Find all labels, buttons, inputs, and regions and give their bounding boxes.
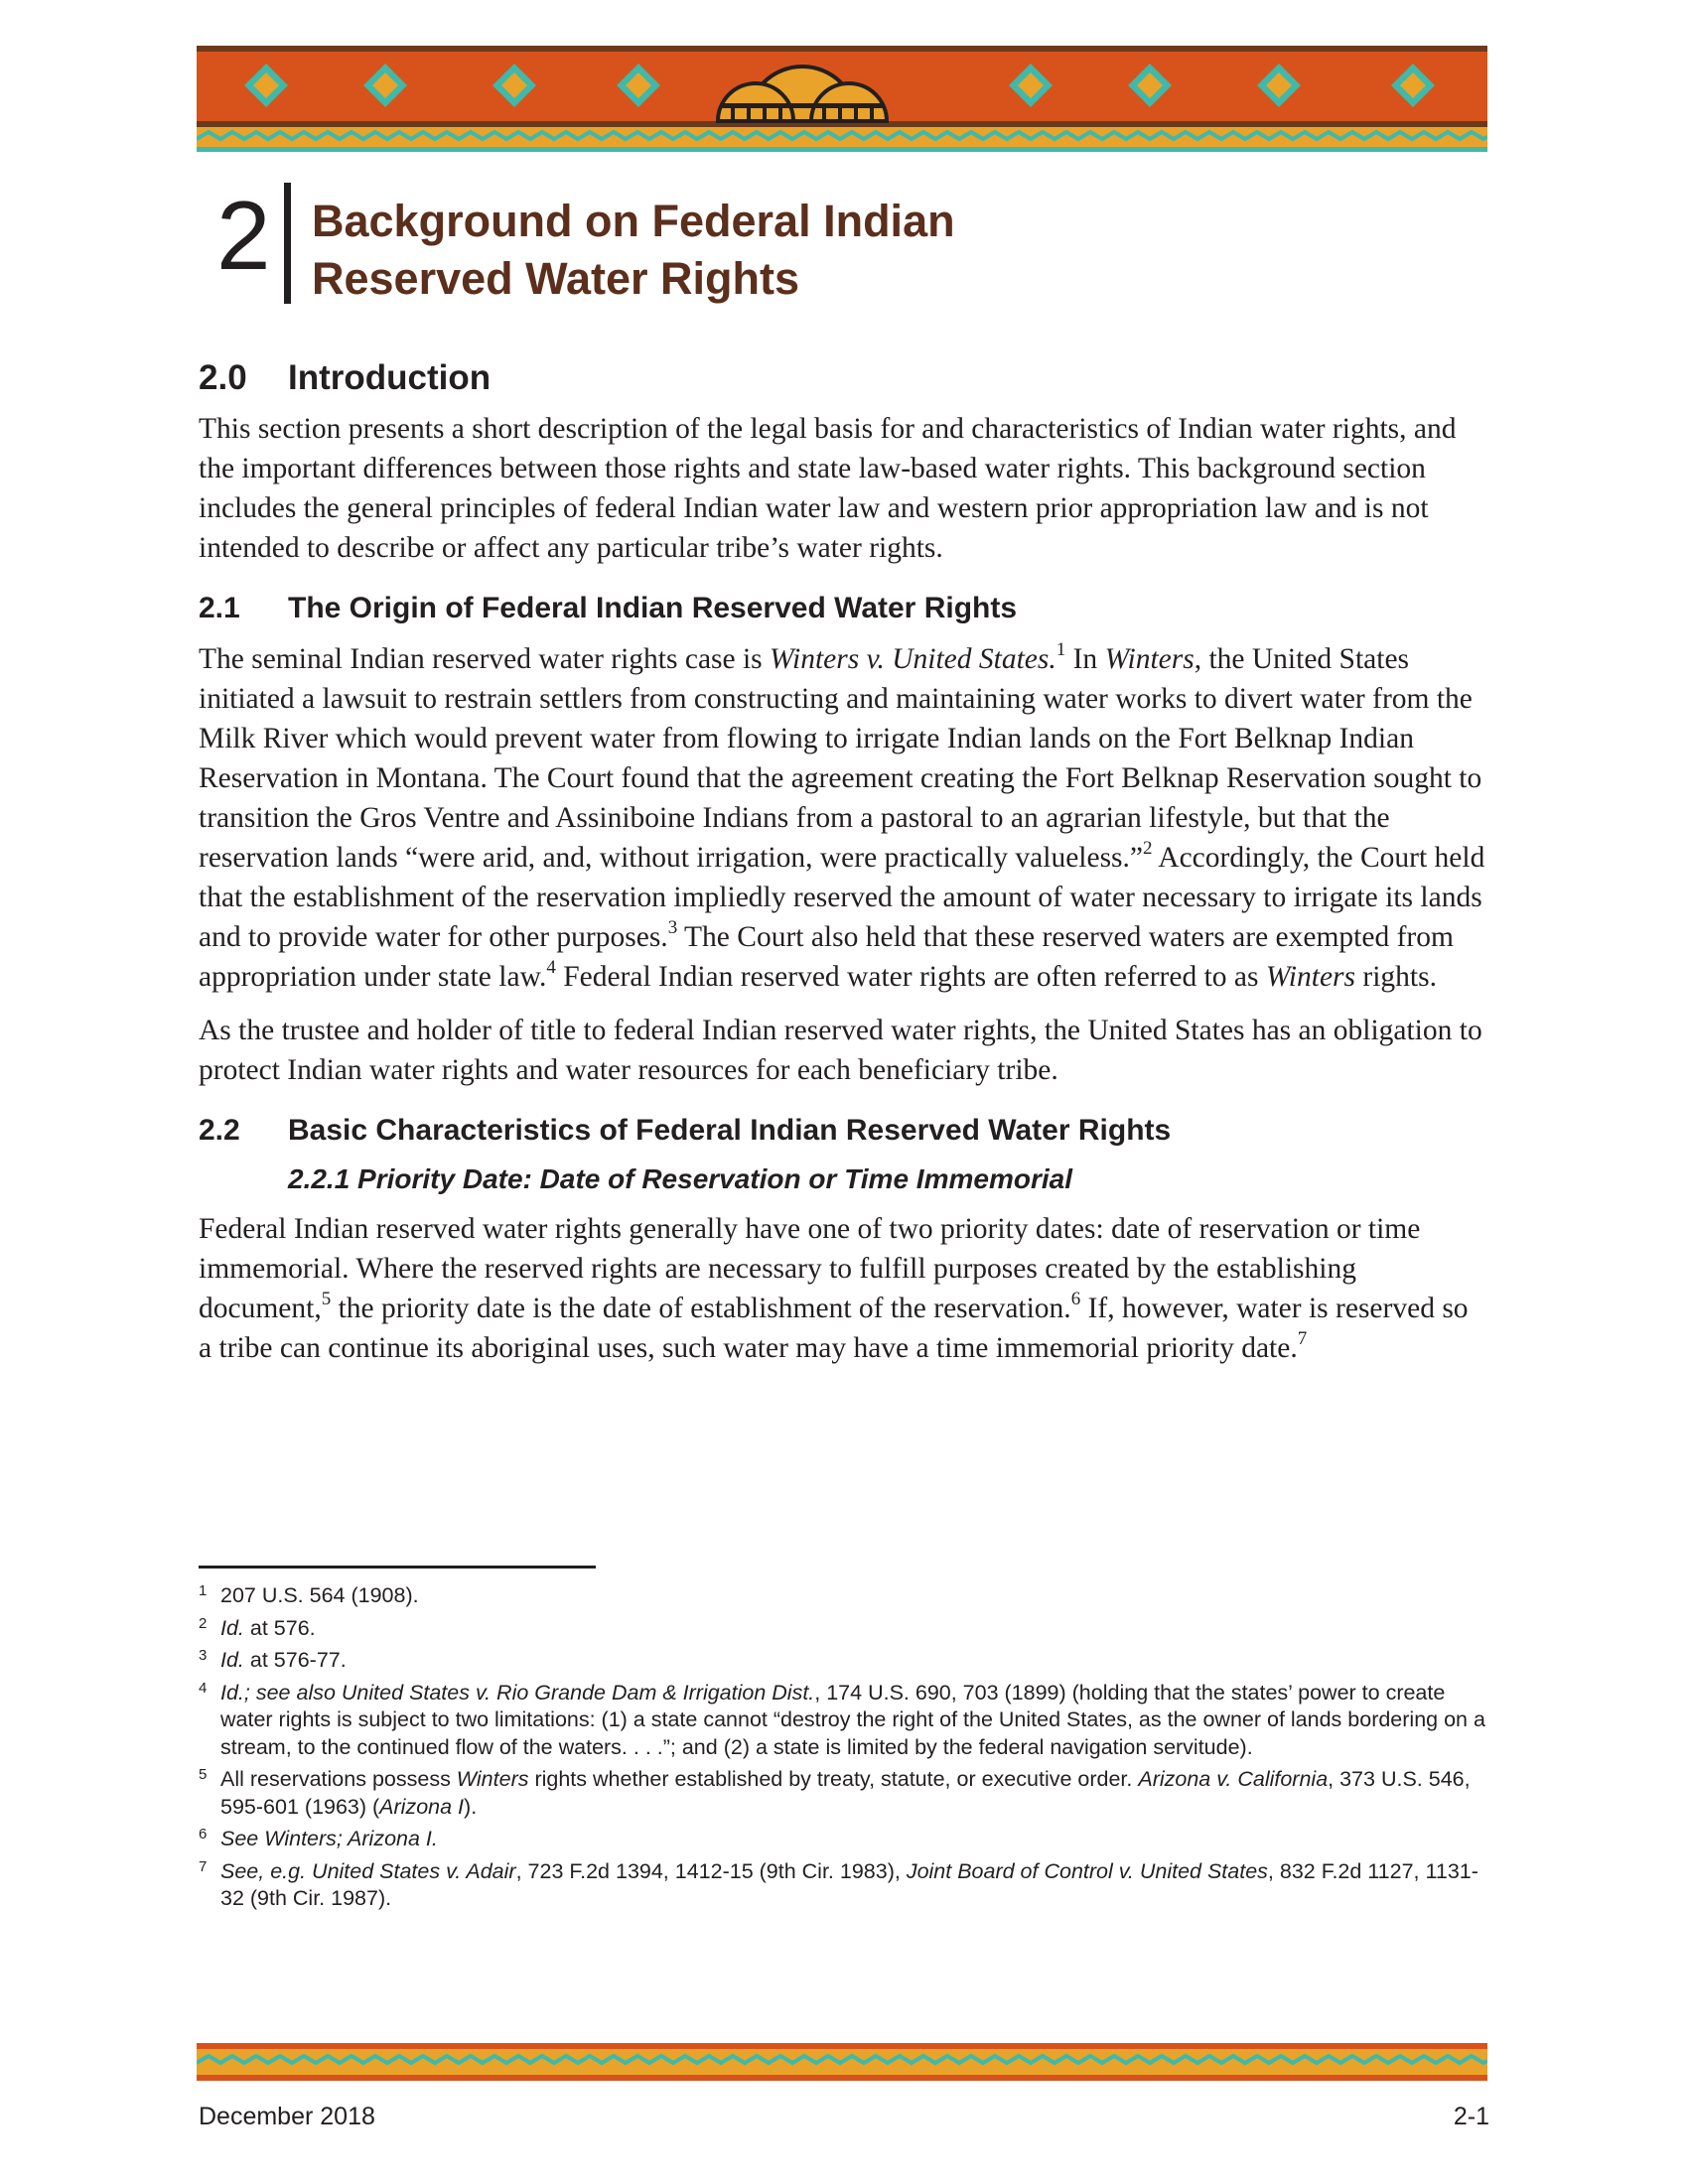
section-title: Introduction [288,358,492,397]
chapter-title-line-2: Reserved Water Rights [312,253,799,304]
chapter-title-line-1: Background on Federal Indian [312,196,955,246]
priority-date-paragraph: Federal Indian reserved water rights generally have one of two priority dates: date of reservation or time immemorial. Where the reserved rights are necessary to fulfill purposes created by the establishing document,$^5$ the priority date is the date of establishment of the reservation.$^6$ If, however, water is reserved so a tribe can continue its aboriginal uses, such water may have a time immemorial priority date.$^7$ [199,1213,1469,1364]
footnote-separator [199,1566,596,1569]
footnote-ref[interactable]: 7 [1297,1328,1308,1350]
footnote-5: 5 All reservations possess Winters rights whether established by treaty, statute, or executive order. Arizona v. California, 373 U.S. 546, 595-601 (1963) (Arizona I). [199,1766,1471,1819]
chapter-heading [216,183,1110,312]
footnote-7: 7 See, e.g. United States v. Adair, 723 F.2d 1394, 1412-15 (9th Cir. 1983), Joint Board of Control v. United States, 832 F.2d 1127, 1131-32 (9th Cir. 1987). [199,1857,1478,1910]
chapter-number: 2 [216,181,271,290]
chapter-divider [284,183,291,304]
case-name: Winters v. United States. [770,643,1056,675]
case-name: Winters [1104,643,1195,675]
origin-paragraph: The seminal Indian reserved water rights case is Winters v. United States.$^1$ In Winters, the United States initiated a lawsuit to restrain settlers from constructing and maintaining water works to divert water from the Milk River which would prevent water from flowing to irrigate Indian lands on the Fort Belknap Indian Reservation in Montana. The Court found that the agreement creating the Fort Belknap Reservation sought to transition the Gros Ventre and Assiniboine Indians from a pastoral to an agrarian lifestyle, but that the reservation lands “were arid, and, without irrigation, were practically valueless.”$^2$ Accordingly, the Court held that the establishment of the reservation impliedly reserved the amount of water necessary to irrigate its lands and to provide water for other purposes.$^3$ The Court also held that these reserved waters are exempted from appropriation under state law.$^4$ Federal Indian reserved water rights are often referred to as Winters rights. [199,639,1485,993]
footnote-3: 3 Id. at 576-77. [199,1647,347,1672]
header-band-decoration [197,44,1487,155]
section-number: 2.1 [199,592,240,624]
footnotes [199,1582,1487,1918]
section-title: Basic Characteristics of Federal Indian Reserved Water Rights [288,1114,1172,1147]
subsection-heading-2-2-1: 2.2.1 Priority Date: Date of Reservation or Time Immemorial [288,1163,1072,1194]
footnote-ref[interactable]: 5 [321,1289,332,1310]
footnote-ref[interactable]: 1 [1055,639,1066,661]
footnote-ref[interactable]: 2 [1143,838,1153,860]
section-number: 2.0 [199,358,247,397]
intro-paragraph: This section presents a short description of the legal basis for and characteristics of Indian water rights, and the important differences between those rights and state law-based water rights. This background section includes the general principles of federal Indian water law and western prior appropriation law and is not intended to describe or affect any particular tribe’s water rights. [199,413,1457,564]
footer-band-decoration [197,2043,1487,2083]
section-number: 2.2 [199,1114,240,1147]
chapter-title [312,193,955,308]
footnote-ref[interactable]: 6 [1070,1289,1081,1310]
page-number: 2-1 [1453,2103,1489,2130]
footnote-ref[interactable]: 3 [667,917,678,939]
footnote-ref[interactable]: 4 [546,957,556,979]
section-title: The Origin of Federal Indian Reserved Water Rights [288,592,1018,624]
trustee-paragraph: As the trustee and holder of title to federal Indian reserved water rights, the United States has an obligation to protect Indian water rights and water resources for each beneficiary tribe. [199,1015,1482,1086]
footnote-1: 1 207 U.S. 564 (1908). [199,1582,419,1607]
section-heading-2-2 [199,1112,1487,1150]
section-heading-intro [199,357,1487,399]
section-heading-2-1 [199,590,1487,627]
main-content [199,357,1487,1382]
footnote-4: 4 Id.; see also United States v. Rio Grande Dam & Irrigation Dist., 174 U.S. 690, 703 (1899) (holding that the states’ power to create water rights is subject to two limitations: (1) a state cannot “destroy the right of the United States, as the owner of lands bordering on a stream, to the continued flow of the waters. . . .”; and (2) a state is limited by the federal navigation servitude). [199,1679,1485,1759]
footnote-6: 6 See Winters; Arizona I. [199,1826,438,1850]
footer-date: December 2018 [199,2103,375,2130]
case-name: Winters [1265,961,1356,993]
footnote-2: 2 Id. at 576. [199,1614,316,1640]
